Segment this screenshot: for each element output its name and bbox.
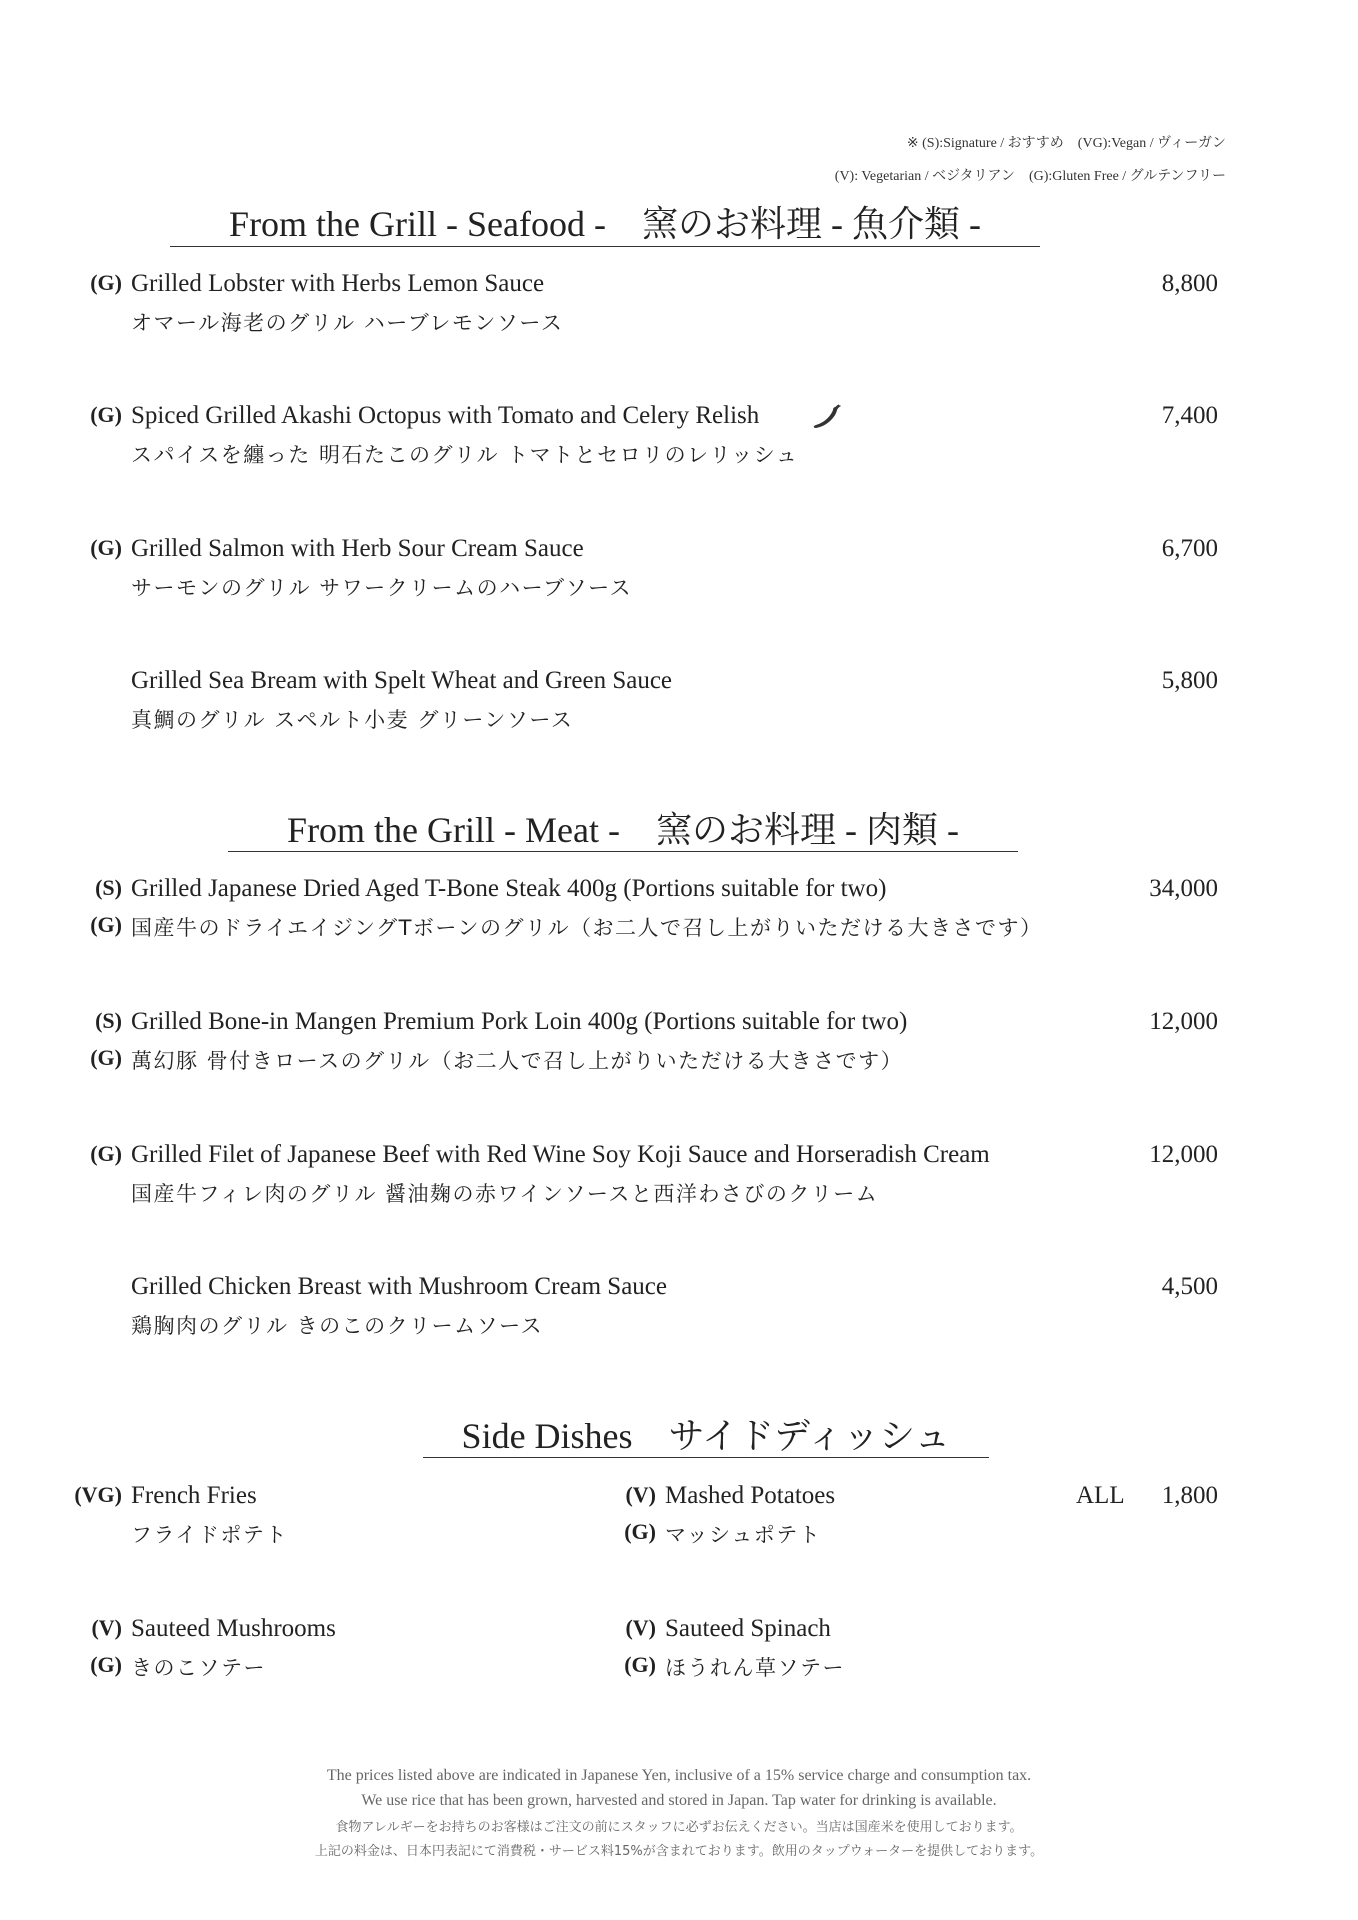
- item-name-en: Mashed Potatoes: [665, 1482, 836, 1509]
- section-title-sides: Side Dishes サイドディッシュ: [461, 1416, 951, 1456]
- section-title-meat: From the Grill - Meat - 窯のお料理 - 肉類 -: [287, 810, 959, 850]
- item-name-jp: 真鯛のグリル スペルト小麦 グリーンソース: [131, 708, 574, 732]
- all-label: ALL: [1076, 1482, 1125, 1509]
- item-name-jp: サーモンのグリル サワークリームのハーブソース: [131, 576, 633, 600]
- item-price: 4,500: [1161, 1273, 1218, 1300]
- chili-pepper-icon: [812, 404, 842, 430]
- item-name-en: Spiced Grilled Akashi Octopus with Tomato and Celery Relish: [131, 402, 760, 429]
- footer-note-4: 上記の料金は、日本円表記にて消費税・サービス料15%が含まれております。飲用のタップウォーターを提供しております。: [314, 1844, 1044, 1859]
- diet-tag: (G): [90, 1045, 122, 1070]
- item-name-en: French Fries: [131, 1482, 257, 1509]
- item-price: 5,800: [1161, 667, 1218, 694]
- section-rule-sides: [423, 1457, 989, 1458]
- item-price: 34,000: [1149, 875, 1218, 902]
- item-name-en: Grilled Salmon with Herb Sour Cream Sauce: [131, 535, 584, 562]
- item-name-en: Grilled Filet of Japanese Beef with Red Wine Soy Koji Sauce and Horseradish Cream: [131, 1141, 990, 1168]
- item-name-en: Sauteed Spinach: [665, 1615, 831, 1642]
- legend-line-2: (V): Vegetarian / ベジタリアン (G):Gluten Free / グルテンフリー: [834, 169, 1226, 184]
- item-name-jp: 鶏胸肉のグリル きのこのクリームソース: [131, 1314, 544, 1338]
- all-price: 1,800: [1161, 1482, 1218, 1509]
- item-price: 8,800: [1161, 270, 1218, 297]
- item-name-jp: オマール海老のグリル ハーブレモンソース: [131, 311, 564, 335]
- item-name-en: Grilled Lobster with Herbs Lemon Sauce: [131, 270, 545, 297]
- footer-note-3: 食物アレルギーをお持ちのお客様はご注文の前にスタッフに必ずお伝えください。当店は国産米を使用しております。: [335, 1820, 1023, 1835]
- item-price: 6,700: [1161, 535, 1218, 562]
- diet-tag: (G): [90, 1652, 122, 1677]
- diet-tag: (G): [90, 270, 122, 295]
- footer-note-1: The prices listed above are indicated in Japanese Yen, inclusive of a 15% service charge and consumption tax.: [326, 1767, 1032, 1784]
- item-name-jp: ほうれん草ソテー: [665, 1656, 845, 1680]
- section-title-seafood: From the Grill - Seafood - 窯のお料理 - 魚介類 -: [229, 204, 981, 244]
- item-name-en: Grilled Bone-in Mangen Premium Pork Loin 400g (Portions suitable for two): [131, 1008, 908, 1035]
- item-price: 12,000: [1149, 1008, 1218, 1035]
- item-name-en: Grilled Japanese Dried Aged T-Bone Steak 400g (Portions suitable for two): [131, 875, 887, 902]
- diet-tag: (G): [90, 535, 122, 560]
- item-name-jp: スパイスを纏った 明石たこのグリル トマトとセロリのレリッシュ: [131, 443, 799, 467]
- signature-tag: (S): [95, 1008, 122, 1033]
- item-name-jp: きのこソテー: [131, 1656, 266, 1680]
- diet-tag: (G): [90, 912, 122, 937]
- diet-tag: (G): [624, 1652, 656, 1677]
- footer-note-2: We use rice that has been grown, harvested and stored in Japan. Tap water for drinking is available.: [361, 1792, 997, 1809]
- item-price: 12,000: [1149, 1141, 1218, 1168]
- section-rule-seafood: [170, 246, 1040, 247]
- item-name-jp: フライドポテト: [131, 1523, 288, 1547]
- diet-tag: (V): [625, 1615, 656, 1640]
- item-name-jp: 萬幻豚 骨付きロースのグリル（お二人で召し上がりいただける大きさです）: [131, 1049, 904, 1073]
- diet-tag: (G): [624, 1519, 656, 1544]
- diet-tag: (VG): [74, 1482, 122, 1507]
- diet-tag: (V): [91, 1615, 122, 1640]
- item-name-jp: マッシュポテト: [665, 1523, 822, 1547]
- signature-tag: (S): [95, 875, 122, 900]
- item-price: 7,400: [1161, 402, 1218, 429]
- section-rule-meat: [228, 851, 1018, 852]
- legend-line-1: ※ (S):Signature / おすすめ (VG):Vegan / ヴィーガン: [906, 136, 1226, 151]
- item-name-en: Sauteed Mushrooms: [131, 1615, 336, 1642]
- item-name-en: Grilled Chicken Breast with Mushroom Cream Sauce: [131, 1273, 667, 1300]
- item-name-jp: 国産牛フィレ肉のグリル 醤油麹の赤ワインソースと西洋わさびのクリーム: [131, 1182, 879, 1206]
- diet-tag: (G): [90, 402, 122, 427]
- item-name-jp: 国産牛のドライエイジングTボーンのグリル（お二人で召し上がりいただける大きさです）: [131, 916, 1043, 940]
- diet-tag: (V): [625, 1482, 656, 1507]
- item-name-en: Grilled Sea Bream with Spelt Wheat and Green Sauce: [131, 667, 673, 694]
- diet-tag: (G): [90, 1141, 122, 1166]
